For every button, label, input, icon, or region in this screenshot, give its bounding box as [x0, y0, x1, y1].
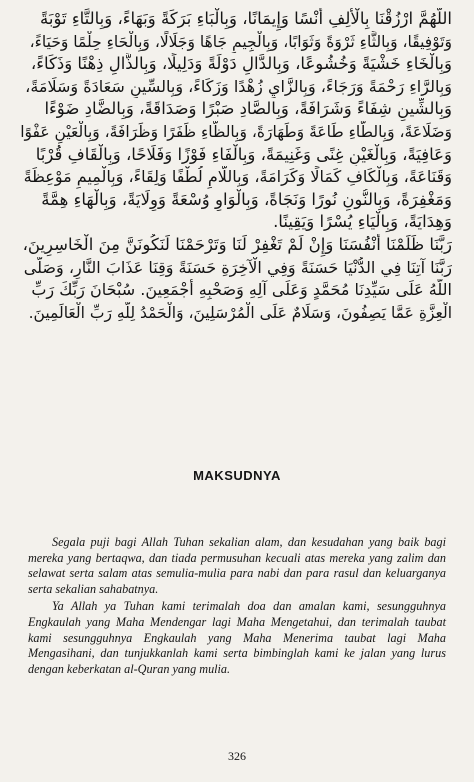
section-heading: MAKSUDNYA	[193, 468, 281, 483]
arabic-line: اللَّهُمَّ ارْزُقْنَا بِالْأَلِفِ أُنْسًا وَإِيمَانًا، وَبِالْبَاءِ بَرَكَةً وَبَهَاءً، وَبِالتَّاءِ تَوْبَةً	[40, 9, 452, 28]
arabic-line: الْعِزَّةِ عَمَّا يَصِفُونَ، وَسَلَامٌ عَلَى الْمُرْسَلِينَ، وَالْحَمْدُ لِلَّهِ رَبِّ الْعَالَمِينَ.	[28, 303, 452, 322]
arabic-line: وَبِالْخَاءِ خَشْيَةً وَخُشُوعًا، وَبِالدَّالِ دَوْلَةً وَدَلِيلًا، وَبِالذَّالِ ذِهْنًا وَذَكَاءً،	[30, 54, 452, 74]
arabic-line: وَضَلَاعَةً، وَبِالطَّاءِ طَاعَةً وَطَهَارَةً، وَبِالظَّاءِ ظَفَرًا وَظَرَافَةً، وَبِالْعَيْنِ عَفْوًا	[20, 122, 452, 141]
arabic-line: وَقَنَاعَةً، وَبِالْكَافِ كَمَالًا وَكَرَامَةً، وَبِاللَّامِ لُطْفًا وَلِقَاءً، وَبِالْمِيمِ مَوْعِظَةً	[23, 167, 452, 187]
arabic-prayer-text	[20, 8, 452, 324]
arabic-line: وَبِالشِّينِ شِفَاءً وَشَرَافَةً، وَبِالصَّادِ صَبْرًا وَصَدَاقَةً، وَبِالضَّادِ ضَوْءًا	[44, 99, 452, 119]
arabic-line: وَعَافِيَةً، وَبِالْغَيْنِ غِنًى وَغَنِيمَةً، وَبِالْفَاءِ فَوْزًا وَفَلَاحًا، وَبِالْقَافِ قُرْبًا	[35, 144, 452, 164]
page-number: 326	[228, 749, 246, 763]
arabic-line: وَبِالرَّاءِ رَحْمَةً وَرَجَاءً، وَبِالزَّايِ زُهْدًا وَزَكَاءً، وَبِالسِّينِ سَعَادَةً وَسَلَامَةً،	[25, 76, 452, 96]
arabic-line: رَبَّنَا ظَلَمْنَا أَنْفُسَنَا وَإِنْ لَمْ تَغْفِرْ لَنَا وَتَرْحَمْنَا لَنَكُونَنَّ مِنَ الْخَاسِرِينَ،	[22, 234, 452, 254]
arabic-line: اللَّهُ عَلَى سَيِّدِنَا مُحَمَّدٍ وَعَلَى آلِهِ وَصَحْبِهِ أَجْمَعِينَ. سُبْحَانَ رَبِّكَ رَبِّ	[31, 280, 452, 300]
arabic-line: وَهِدَايَةً، وَبِالْيَاءِ يُسْرًا وَيَقِينًا.	[273, 212, 452, 232]
arabic-line: وَتَوْفِيقًا، وَبِالثَّاءِ ثَرْوَةً وَثَوَابًا، وَبِالْجِيمِ جَاهًا وَجَلَالًا، وَبِالْحَاءِ حِلْمًا وَحَيَاءً،	[29, 32, 452, 51]
translation-paragraph: Segala puji bagi Allah Tuhan sekalian alam, dan kesudahan yang baik bagi mereka yang bertaqwa, dan tiada permusuhan kecuali atas mereka yang zalim dan selawat serta salam atas semulia-mulia para nabi dan para rasul dan keluarganya serta sekalian sahabatnya.	[28, 535, 446, 596]
translation-paragraph: Ya Allah ya Tuhan kami terimalah doa dan amalan kami, sesungguhnya Engkaulah yang Maha Mendengar lagi Maha Mengetahui, dan terimalah taubat kami sesungguhnya Engkaulah yang Maha Menerima taubat lagi Maha Mengasihani, dan tunjukkanlah kami serta bimbinglah kami ke jalan yang lurus dengan keberkatan al-Quran yang mulia.	[28, 599, 446, 676]
translation-text	[28, 535, 446, 679]
arabic-line: رَبَّنَا آتِنَا فِي الدُّنْيَا حَسَنَةً وَفِي الْآخِرَةِ حَسَنَةً وَقِنَا عَذَابَ النَّارِ، وَصَلَّى	[23, 257, 452, 277]
arabic-line: وَمَغْفِرَةً، وَبِالنُّونِ نُورًا وَنَجَاةً، وَبِالْوَاوِ وُسْعَةً وَوِلَايَةً، وَبِالْهَاءِ هِمَّةً	[41, 189, 452, 209]
